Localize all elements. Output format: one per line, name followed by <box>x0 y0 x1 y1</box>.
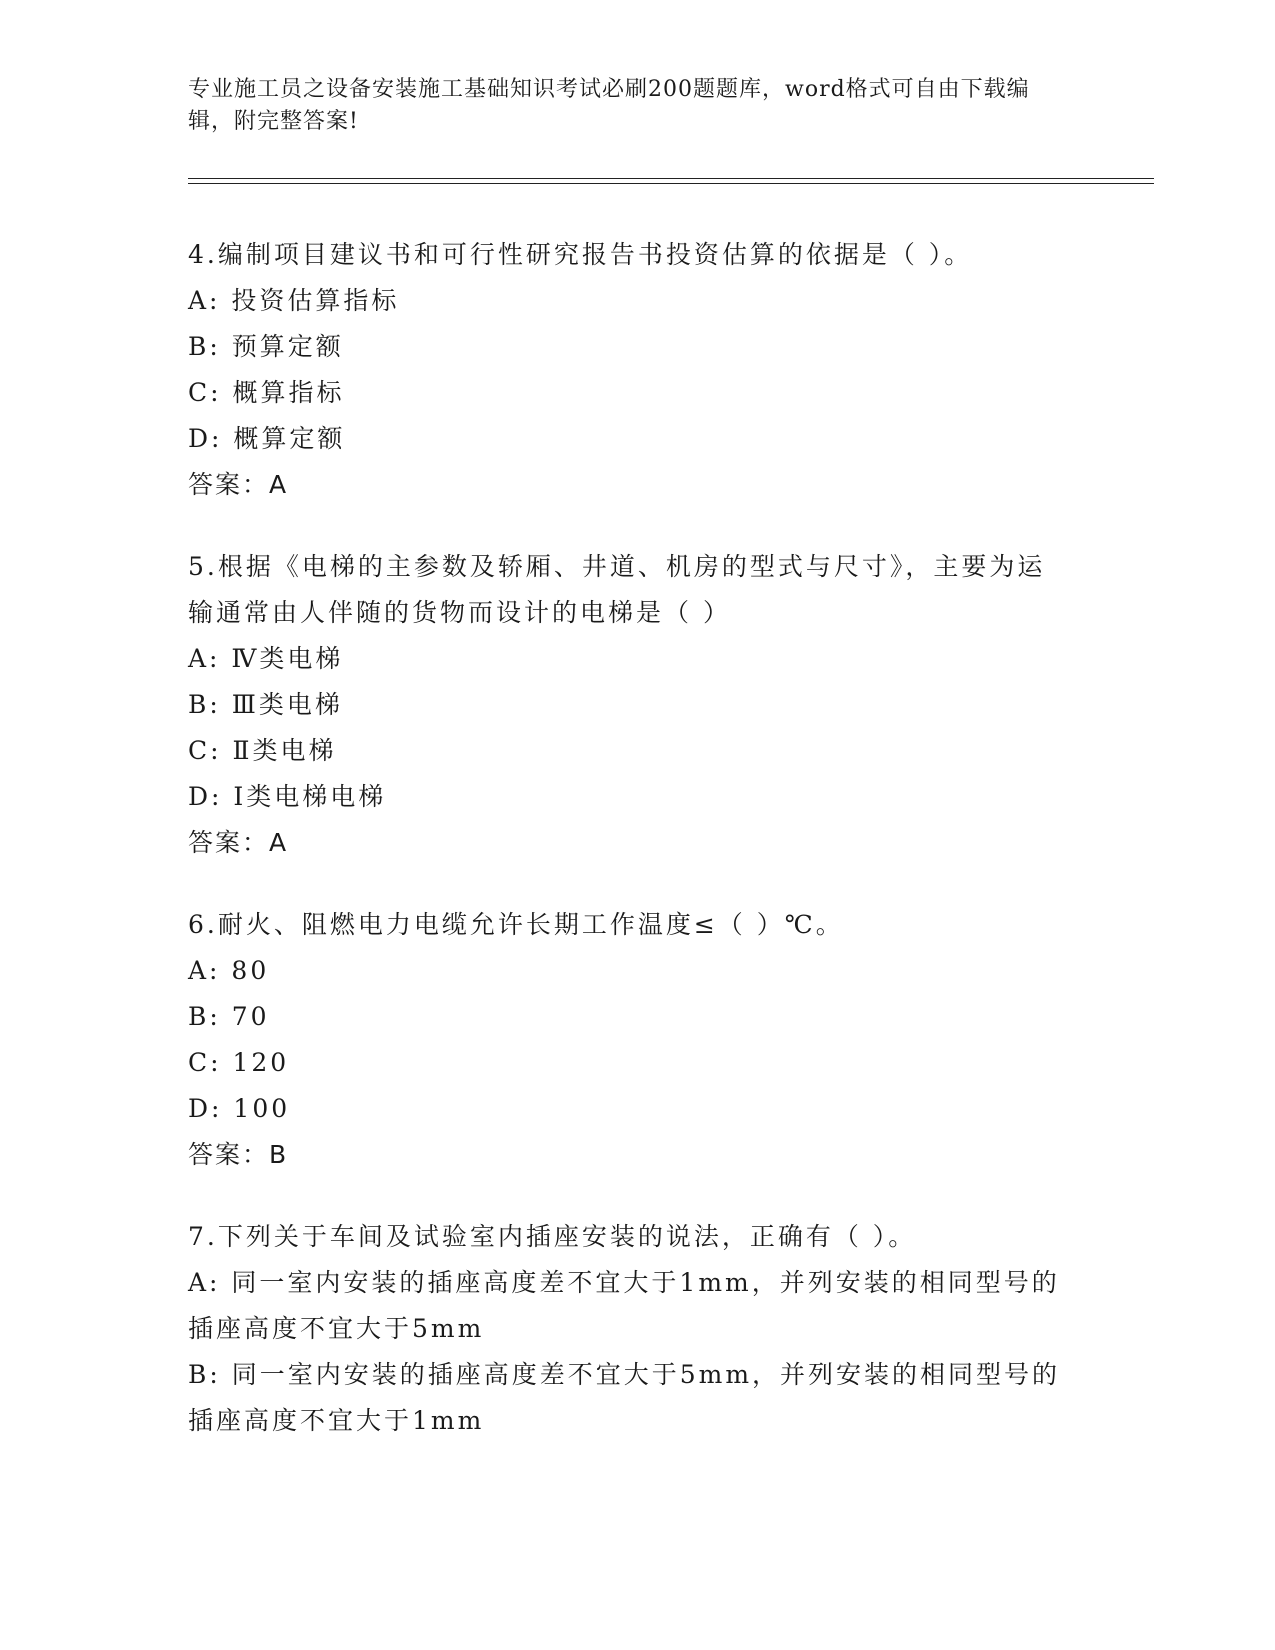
question-7 <box>188 1214 1068 1444</box>
document-header: 专业施工员之设备安装施工基础知识考试必刷200题题库，word格式可自由下载编辑，附完整答案! <box>188 77 1030 134</box>
question-5 <box>188 544 1068 866</box>
option-a: A: 投资估算指标 <box>188 286 400 315</box>
option-d: D: 100 <box>188 1094 291 1123</box>
answer: 答案：B <box>188 1140 289 1169</box>
option-b: B: Ⅲ类电梯 <box>188 690 343 719</box>
option-b: B: 70 <box>188 1002 270 1031</box>
answer: 答案：A <box>188 828 289 857</box>
question-stem: 6.耐火、阻燃电力电缆允许长期工作温度≤（ ）℃。 <box>188 910 844 939</box>
option-c: C: Ⅱ类电梯 <box>188 736 337 765</box>
option-a: A: 同一室内安装的插座高度差不宜大于1mm，并列安装的相同型号的插座高度不宜大于5mm <box>188 1268 1060 1343</box>
question-6 <box>188 902 1068 1178</box>
option-d: D: 概算定额 <box>188 424 346 453</box>
question-stem: 5.根据《电梯的主参数及轿厢、井道、机房的型式与尺寸》，主要为运输通常由人伴随的货物而设计的电梯是（ ） <box>188 552 1046 627</box>
option-b: B: 同一室内安装的插座高度差不宜大于5mm，并列安装的相同型号的插座高度不宜大于1mm <box>188 1360 1061 1435</box>
question-4 <box>188 232 1068 508</box>
option-a: A: Ⅳ类电梯 <box>188 644 344 673</box>
option-d: D: Ⅰ类电梯电梯 <box>188 782 387 811</box>
option-a: A: 80 <box>188 956 270 985</box>
question-list <box>188 232 1068 1480</box>
question-stem: 4.编制项目建议书和可行性研究报告书投资估算的依据是（ ）。 <box>188 240 973 269</box>
option-b: B: 预算定额 <box>188 332 344 361</box>
option-c: C: 120 <box>188 1048 290 1077</box>
answer: 答案：A <box>188 470 289 499</box>
option-c: C: 概算指标 <box>188 378 345 407</box>
header-divider-bottom <box>188 183 1154 184</box>
question-stem: 7.下列关于车间及试验室内插座安装的说法，正确有（ ）。 <box>188 1222 917 1251</box>
header-divider-top <box>188 178 1154 179</box>
